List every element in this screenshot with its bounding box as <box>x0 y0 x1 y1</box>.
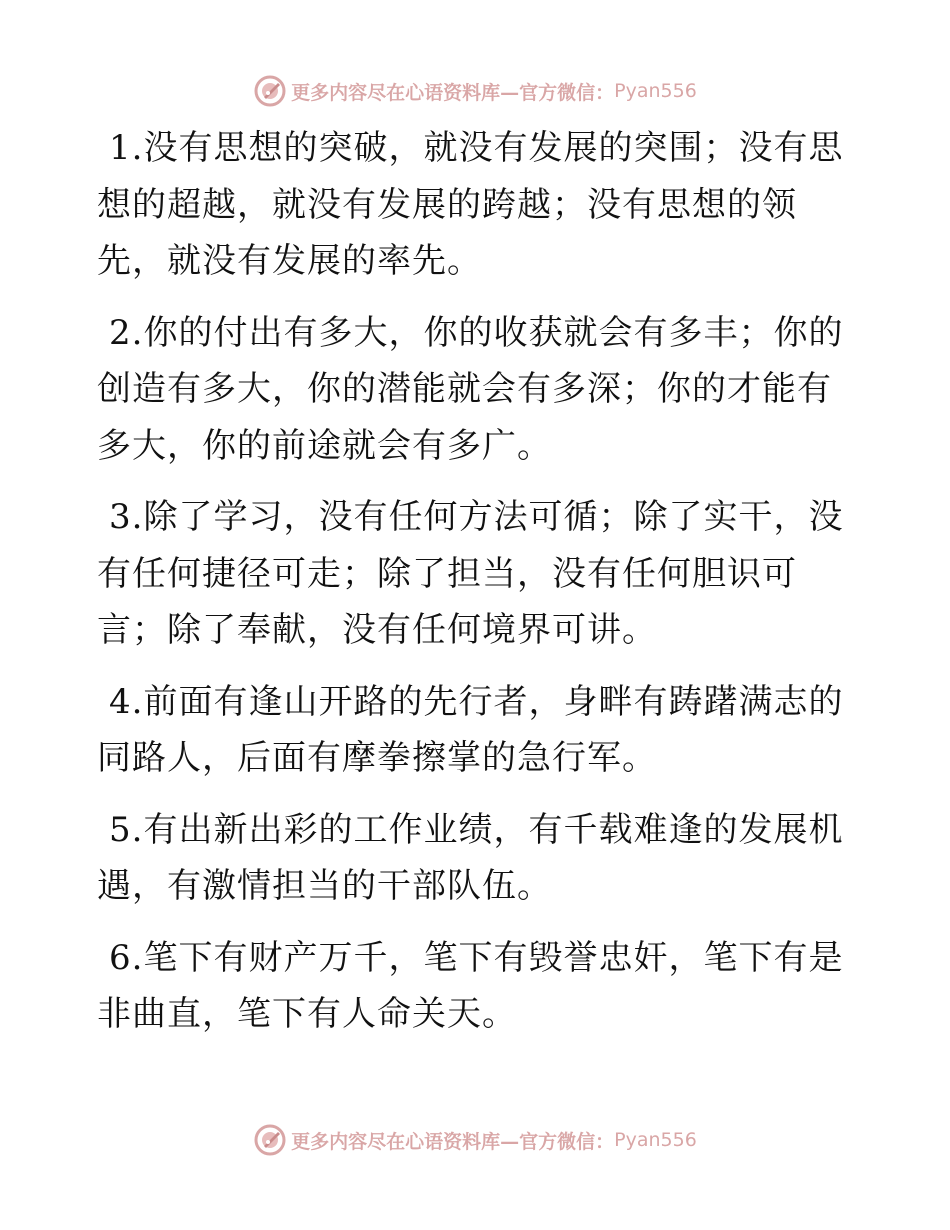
banner-text: 更多内容尽在心语资料库—官方微信： <box>291 1130 615 1153</box>
footer-banner <box>0 1120 950 1160</box>
paragraph-number: 6. <box>109 937 144 978</box>
paragraph-number: 2. <box>109 312 144 353</box>
paragraph-text: 笔下有财产万千，笔下有毁誉忠奸，笔下有是非曲直，笔下有人命关天。 <box>97 937 844 1034</box>
paragraph-text: 你的付出有多大，你的收获就会有多丰；你的创造有多大，你的潜能就会有多深；你的才能有多大，你的前途就会有多广。 <box>97 312 844 466</box>
paragraph-number: 5. <box>109 809 144 850</box>
paragraph-2 <box>97 305 857 475</box>
paragraph-text: 没有思想的突破，就没有发展的突围；没有思想的超越，就没有发展的跨越；没有思想的领先，就没有发展的率先。 <box>97 128 844 281</box>
paragraph-5 <box>97 802 857 915</box>
document-body <box>97 120 857 1058</box>
pen-nib-logo-icon <box>253 1123 287 1157</box>
paragraph-text: 有出新出彩的工作业绩，有千载难逢的发展机遇，有激情担当的干部队伍。 <box>97 809 844 906</box>
banner-wechat-id: Pyan556 <box>614 80 697 102</box>
paragraph-number: 4. <box>109 681 144 722</box>
paragraph-number: 1. <box>109 128 144 168</box>
paragraph-text: 除了学习，没有任何方法可循；除了实干，没有任何捷径可走；除了担当，没有任何胆识可言；除了奉献，没有任何境界可讲。 <box>97 497 844 650</box>
header-banner <box>0 71 950 111</box>
paragraph-1 <box>97 120 857 290</box>
paragraph-number: 3. <box>109 497 144 537</box>
pen-nib-logo-icon <box>253 74 287 108</box>
banner-wechat-id: Pyan556 <box>614 1129 697 1151</box>
paragraph-4 <box>97 674 857 787</box>
paragraph-3 <box>97 489 857 659</box>
banner-text: 更多内容尽在心语资料库—官方微信： <box>291 81 615 104</box>
paragraph-6 <box>97 930 857 1043</box>
paragraph-text: 前面有逢山开路的先行者，身畔有踌躇满志的同路人，后面有摩拳擦掌的急行军。 <box>97 681 844 778</box>
